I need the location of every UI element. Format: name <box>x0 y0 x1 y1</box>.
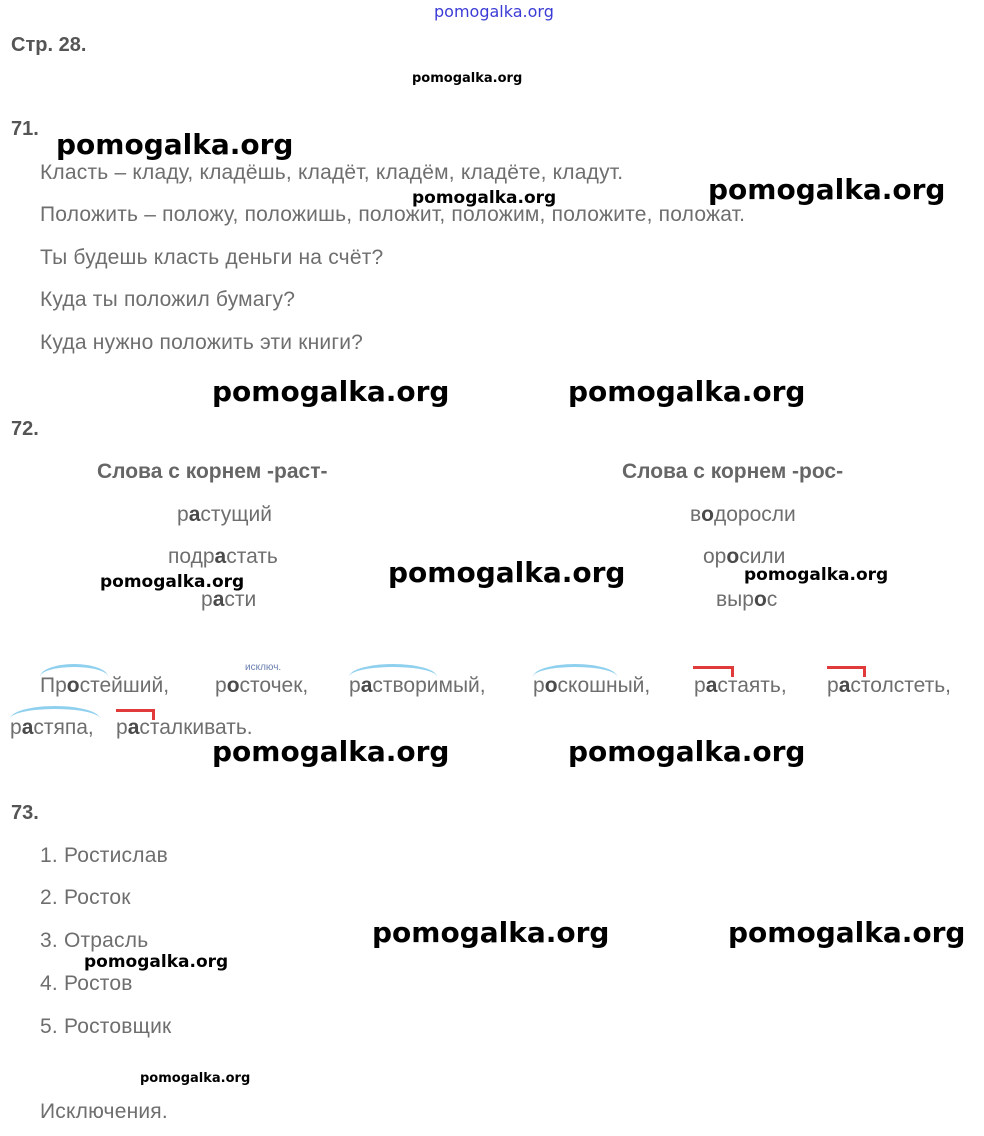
watermark: pomogalka.org <box>728 916 966 949</box>
word-ros: вырос <box>716 588 778 611</box>
exception-note: исключ. <box>245 662 282 673</box>
watermark: pomogalka.org <box>84 952 229 972</box>
text-line: Ты будешь класть деньги на счёт? <box>40 246 384 269</box>
watermark: pomogalka.org <box>744 565 889 585</box>
watermark: pomogalka.org <box>388 556 626 589</box>
exercise-number: 73. <box>11 802 39 824</box>
exercise-number: 72. <box>11 418 39 440</box>
text-line: Класть – кладу, кладёшь, кладёт, кладём, кладёте, кладут. <box>40 161 624 184</box>
watermark: pomogalka.org <box>56 128 294 161</box>
watermark: pomogalka.org <box>100 572 245 592</box>
watermark: pomogalka.org <box>568 375 806 408</box>
watermark: pomogalka.org <box>212 375 450 408</box>
text-line: Куда ты положил бумагу? <box>40 288 296 311</box>
word-roskoshnyy: роскошный, <box>533 674 651 697</box>
list-item: 2. Росток <box>40 886 131 909</box>
word-rostochek: росточек, <box>215 674 309 697</box>
word-rastvorimyy: растворимый, <box>349 674 486 697</box>
word-ros: оросили <box>703 545 786 568</box>
list-item: 5. Ростовщик <box>40 1015 172 1038</box>
exercise-number: 71. <box>11 118 39 140</box>
watermark: pomogalka.org <box>412 188 557 208</box>
watermark: pomogalka.org <box>212 735 450 768</box>
watermark: pomogalka.org <box>140 1071 251 1086</box>
list-item: 4. Ростов <box>40 972 133 995</box>
word-prosteyshiy: Простейший, <box>40 674 170 697</box>
word-rastayat: растаять, <box>694 674 787 697</box>
word-rastyapa: растяпа, <box>10 716 94 739</box>
page-heading: Стр. 28. <box>11 34 87 56</box>
word-rastolstet: растолстеть, <box>827 674 951 697</box>
column-header-rast: Слова с корнем -раст- <box>97 460 328 483</box>
word-rast: растущий <box>177 503 272 526</box>
list-item: 1. Ростислав <box>40 844 168 867</box>
top-watermark: pomogalka.org <box>434 2 554 21</box>
word-rast: расти <box>201 588 257 611</box>
watermark: pomogalka.org <box>412 71 523 86</box>
text-line: Куда нужно положить эти книги? <box>40 331 364 354</box>
text-line: Положить – положу, положишь, положит, положим, положите, положат. <box>40 203 746 226</box>
watermark: pomogalka.org <box>708 173 946 206</box>
column-header-ros: Слова с корнем -рос- <box>622 460 844 483</box>
list-item: 3. Отрасль <box>40 929 149 952</box>
word-ros: водоросли <box>690 503 796 526</box>
word-rast: подрастать <box>168 545 278 568</box>
word-rastalkivat: расталкивать. <box>116 716 253 739</box>
watermark: pomogalka.org <box>372 916 610 949</box>
watermark: pomogalka.org <box>568 735 806 768</box>
exceptions-label: Исключения. <box>40 1100 168 1123</box>
